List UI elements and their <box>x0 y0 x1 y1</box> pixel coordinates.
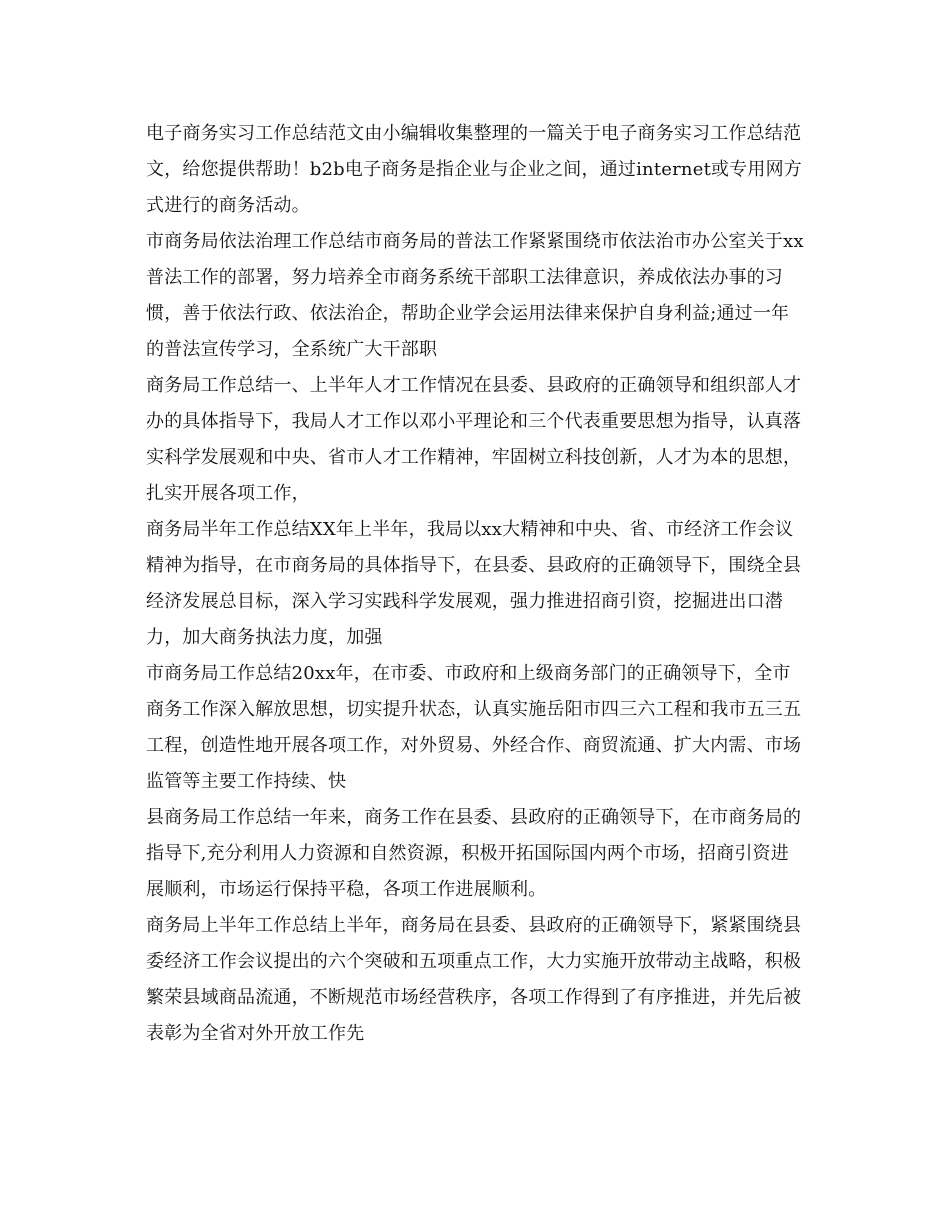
paragraph-5: 市商务局工作总结20xx年，在市委、市政府和上级商务部门的正确领导下，全市商务工作深入解放思想，切实提升状态，认真实施岳阳市四三六工程和我市五三五工程，创造性地开展各项工作，对外贸易、外经合作、商贸流通、扩大内需、市场监管等主要工作持续、快 <box>146 663 802 792</box>
paragraph-4: 商务局半年工作总结XX年上半年，我局以xx大精神和中央、省、市经济工作会议精神为指导，在市商务局的具体指导下，在县委、县政府的正确领导下，围绕全县经济发展总目标，深入学习实践科学发展观，强力推进招商引资，挖掘进出口潜力，加大商务执法力度，加强 <box>146 519 802 648</box>
document-body <box>146 116 806 1052</box>
paragraph-2: 市商务局依法治理工作总结市商务局的普法工作紧紧围绕市依法治市办公室关于xx普法工作的部署，努力培养全市商务系统干部职工法律意识，养成依法办事的习惯，善于依法行政、依法治企，帮助企业学会运用法律来保护自身利益;通过一年的普法宣传学习，全系统广大干部职 <box>146 231 804 360</box>
paragraph-3: 商务局工作总结一、上半年人才工作情况在县委、县政府的正确领导和组织部人才办的具体指导下，我局人才工作以邓小平理论和三个代表重要思想为指导，认真落实科学发展观和中央、省市人才工作精神，牢固树立科技创新，人才为本的思想，扎实开展各项工作， <box>146 375 802 504</box>
paragraph-6: 县商务局工作总结一年来，商务工作在县委、县政府的正确领导下，在市商务局的指导下,充分利用人力资源和自然资源，积极开拓国际国内两个市场，招商引资进展顺利，市场运行保持平稳，各项工作进展顺利。 <box>146 807 802 900</box>
paragraph-7: 商务局上半年工作总结上半年，商务局在县委、县政府的正确领导下，紧紧围绕县委经济工作会议提出的六个突破和五项重点工作，大力实施开放带动主战略，积极繁荣县域商品流通，不断规范市场经营秩序，各项工作得到了有序推进，并先后被表彰为全省对外开放工作先 <box>146 915 802 1044</box>
paragraph-1: 电子商务实习工作总结范文由小编辑收集整理的一篇关于电子商务实习工作总结范文，给您提供帮助！b2b电子商务是指企业与企业之间，通过internet或专用网方式进行的商务活动。 <box>146 123 803 216</box>
